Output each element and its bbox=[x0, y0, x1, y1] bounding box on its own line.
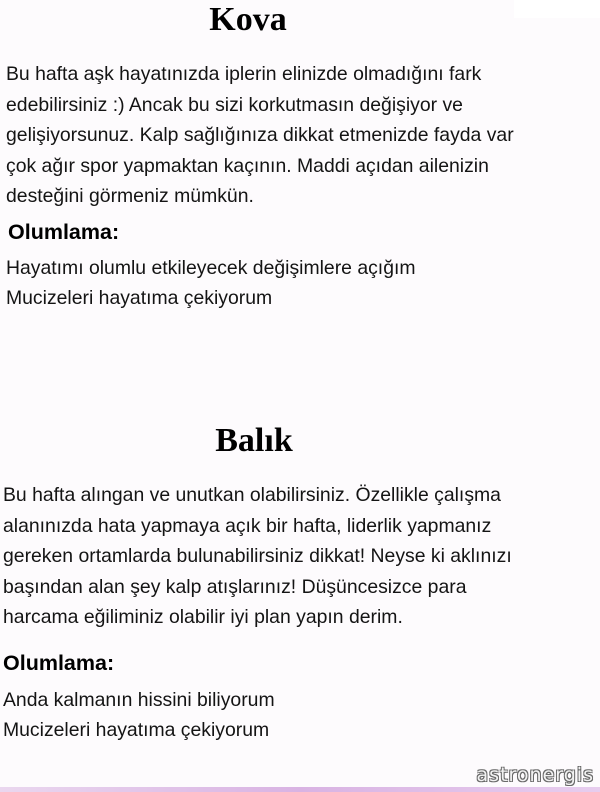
balik-affirmation-1: Anda kalmanın hissini biliyorum bbox=[3, 689, 275, 711]
paragraph-line: başından alan şey kalp atışlarınız! Düşüncesizce para bbox=[3, 575, 467, 598]
paragraph-line: harcama eğiliminiz olabilir iyi plan yapın derim. bbox=[3, 606, 403, 628]
paragraph-line: Bu hafta aşk hayatınızda iplerin elinizde olmadığını fark bbox=[6, 63, 482, 85]
kova-affirmation-heading: Olumlama: bbox=[8, 220, 120, 244]
paragraph-line: çok ağır spor yapmaktan kaçının. Maddi açıdan ailenizin bbox=[6, 154, 489, 177]
paragraph-line: gereken ortamlarda bulunabilirsiniz dikkat! Neyse ki aklınızı bbox=[3, 545, 512, 567]
balik-title: Balık bbox=[215, 422, 293, 459]
paragraph-line: edebilirsiniz :) Ancak bu sizi korkutmasın değişiyor ve bbox=[6, 93, 463, 116]
paragraph-line: Bu hafta alıngan ve unutkan olabilirsiniz. Özellikle çalışma bbox=[3, 484, 501, 506]
bottom-strip bbox=[0, 787, 600, 792]
kova-affirmation-1: Hayatımı olumlu etkileyecek değişimlere açığım bbox=[6, 257, 416, 279]
paragraph-line: alanınızda hata yapmaya açık bir hafta, liderlik yapmanız bbox=[3, 514, 492, 537]
balik-paragraph bbox=[3, 480, 598, 633]
watermark: astronergis bbox=[476, 764, 594, 786]
paragraph-line: gelişiyorsunuz. Kalp sağlığınıza dikkat etmenizde fayda var bbox=[6, 124, 514, 146]
balik-affirmation-2: Mucizeleri hayatıma çekiyorum bbox=[3, 719, 270, 741]
kova-affirmation-2: Mucizeleri hayatıma çekiyorum bbox=[6, 287, 273, 309]
paragraph-line: desteğini görmeniz mümkün. bbox=[6, 185, 254, 207]
kova-paragraph bbox=[6, 59, 596, 212]
kova-title: Kova bbox=[209, 1, 287, 38]
balik-affirmation-heading: Olumlama: bbox=[3, 651, 115, 675]
